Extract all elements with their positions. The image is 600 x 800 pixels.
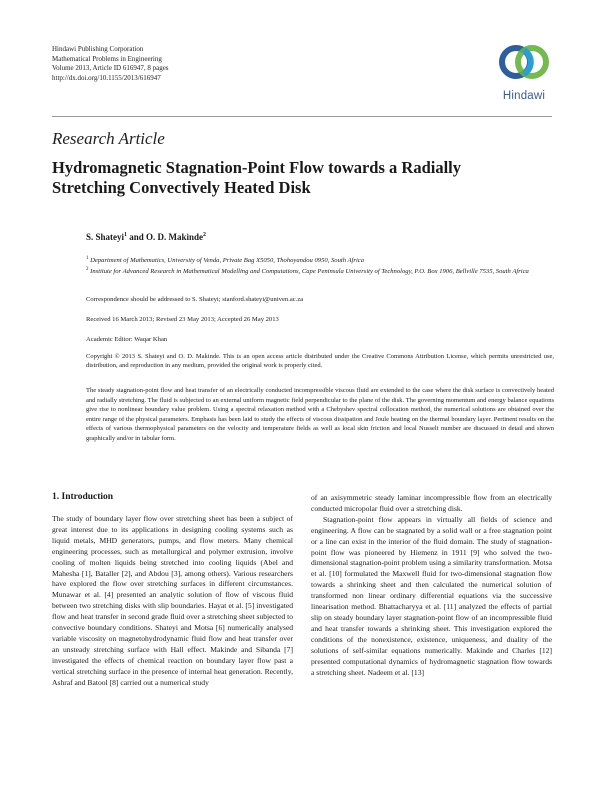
publisher-name: Hindawi Publishing Corporation bbox=[52, 45, 144, 53]
body-column-left bbox=[52, 514, 293, 689]
history-dates: Received 16 March 2013; Revised 23 May 2013; Accepted 26 May 2013 bbox=[86, 316, 279, 323]
academic-editor: Academic Editor: Waqar Khan bbox=[86, 336, 168, 343]
author-affil-marker: 1 bbox=[124, 232, 128, 238]
article-title: Hydromagnetic Stagnation-Point Flow towards a Radially Stretching Convectively Heated Disk bbox=[52, 158, 461, 197]
section-heading: 1. Introduction bbox=[52, 492, 114, 502]
affiliation-marker: 2 bbox=[86, 267, 89, 272]
article-type: Research Article bbox=[52, 129, 165, 148]
body-paragraph: The study of boundary layer flow over stretching sheet has been a subject of great interest due to its applications in designing cooling systems such as liquid metals, MHD generators, pumps, and flow meters. Many chemical engineering processes, such as metallurgical and polymer extrusion, involve cooling of molten liquids being stretched into cooling liquids (Abel and Mahesha [1], Bataller [2], and Abdou [3], among others). Various researchers have explored the flow over stretching surfaces in different circumstances. Munawar et al. [4] presented an analytic solution of flow of viscous fluid between two stretching disks with slip boundaries. Hayat et al. [5] investigated flow and heat transfer in second grade fluid over a stretching sheet subjected to convective boundary conditions. Shateyi and Motsa [6] numerically analysed variable viscosity on magnetohydrodynamic fluid flow and heat transfer over an unsteady stretching surface with Hall effect. Makinde and Sibanda [7] investigated the effects of chemical reaction on boundary layer flow past a vertical stretching surface in the presence of internal heat generation. Recently, Ashraf and Batool [8] carried out a numerical study bbox=[52, 514, 293, 687]
copyright-notice: Copyright © 2013 S. Shateyi and O. D. Makinde. This is an open access article distributed under the Creative Commons Attribution License, which permits unrestricted use, distribution, and reproduction in any medium, provided the original work is properly cited. bbox=[86, 353, 554, 370]
header-divider bbox=[52, 116, 552, 117]
affiliation-1 bbox=[86, 254, 556, 266]
author-name: O. D. Makinde bbox=[146, 232, 204, 242]
correspondence: Correspondence should be addressed to S. Shateyi; stanford.shateyi@univen.ac.za bbox=[86, 296, 304, 303]
abstract: The steady stagnation-point flow and heat transfer of an electrically conducted incompressible viscous fluid are extended to the case where the disk surface is convectively heated and radially stretching. The fluid is subjected to an external uniform magnetic field perpendicular to the plane of the disk. The governing momentum and energy balance equations give rise to nonlinear boundary value problem. Using a spectral relaxation method with a Chebyshev spectral collocation method, the numerical solutions are obtained over the entire range of the physical parameters. Emphasis has been laid to study the effects of viscous dissipation and Joule heating on the thermal boundary layer. Pertinent results on the effects of various thermophysical parameters on the velocity and temperature fields as well as local skin friction and local Nusselt number are discussed in detail and shown graphically and/or in tabular form. bbox=[86, 387, 554, 442]
affiliation-text: Department of Mathematics, University of Venda, Private Bag X5050, Thohoyandou 0950, South Africa bbox=[90, 257, 365, 265]
author-affil-marker: 2 bbox=[203, 232, 207, 238]
author-list bbox=[86, 232, 206, 242]
author-connector: and bbox=[129, 232, 144, 242]
hindawi-logo-text: Hindawi bbox=[502, 90, 546, 102]
volume-info: Volume 2013, Article ID 616947, 8 pages bbox=[52, 64, 169, 72]
body-paragraph: of an axisymmetric steady laminar incompressible flow from an electrically conducted micropolar fluid over a stretching disk. bbox=[311, 493, 552, 513]
body-column-right bbox=[311, 493, 552, 678]
doi-link[interactable]: http://dx.doi.org/10.1155/2013/616947 bbox=[52, 73, 161, 82]
journal-name: Mathematical Problems in Engineering bbox=[52, 54, 162, 63]
author-name: S. Shateyi bbox=[86, 232, 125, 242]
affiliation-text: Institute for Advanced Research in Mathematical Modelling and Computations, Cape Peninsula University of Technology, P.O. Box 1906, Bellville 7535, South Africa bbox=[90, 268, 529, 276]
affiliation-marker: 1 bbox=[86, 256, 89, 261]
affiliation-2 bbox=[86, 265, 556, 277]
body-paragraph: Stagnation-point flow appears in virtually all fields of science and engineering. A flow can be stagnated by a solid wall or a free stagnation point or a line can exist in the interior of the fluid domain. The study of stagnation-point flow was pioneered by Hiemenz in 1911 [9] who solved the two-dimensional stagnation-point problem using a similarity transformation. Motsa et al. [10] formulated the Maxwell fluid for two-dimensional stagnation flow towards a shrinking sheet and then calculated the numerical solution of transformed non linear ordinary differential equations via the successive linearisation method. Bhattacharyya et al. [11] analyzed the effects of partial slip on steady boundary layer stagnation-point flow of an incompressible fluid and heat transfer towards a shrinking sheet. This investigation explored the conditions of the nonexistence, existence, uniqueness, and duality of the solutions of self-similar equations numerically. Makinde and Charles [12] presented computational dynamics of hydromagnetic stagnation flow towards a stretching sheet. Nadeem et al. [13] bbox=[311, 514, 552, 677]
journal-header bbox=[52, 45, 169, 83]
